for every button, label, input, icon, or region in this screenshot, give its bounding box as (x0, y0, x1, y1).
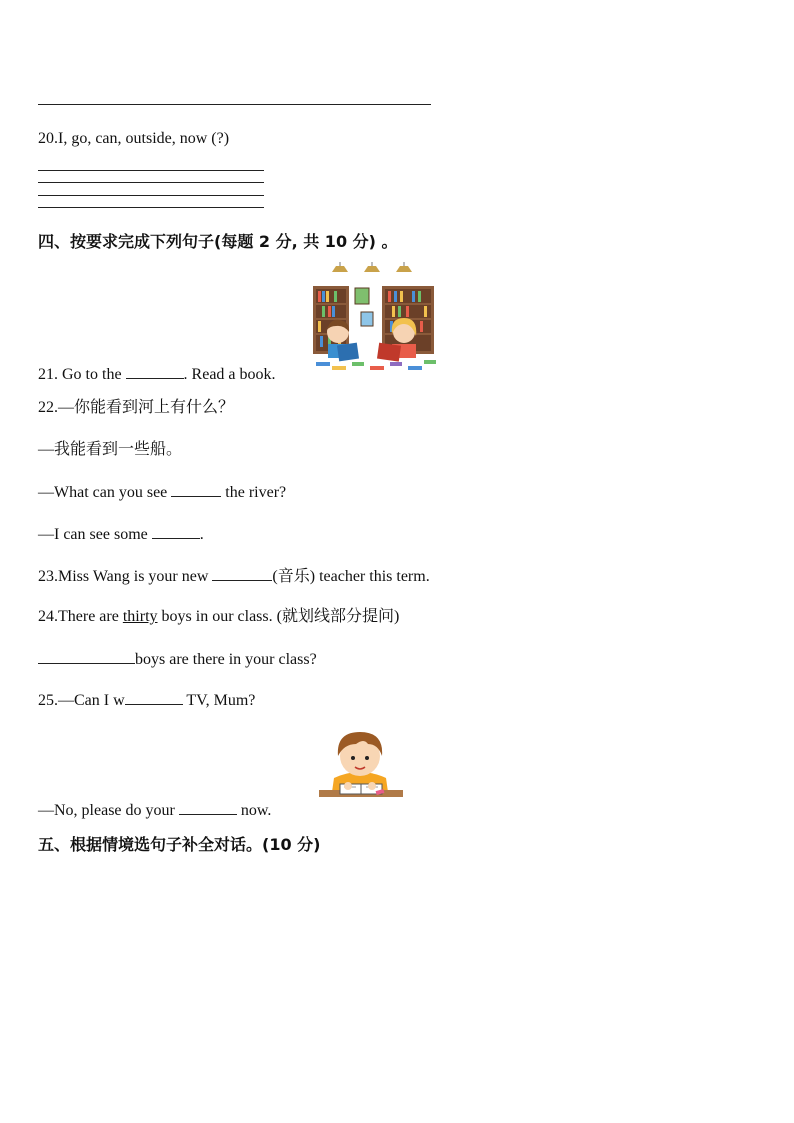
question-23 (38, 566, 430, 587)
question-22-line-4-after: . (199, 526, 204, 543)
answer-blank-q24[interactable] (38, 649, 135, 664)
question-23-text-after: (音乐) teacher this term. (272, 568, 430, 585)
boy-doing-homework-icon (316, 726, 406, 816)
question-21-text-after: . Read a book. (183, 366, 276, 383)
section-5-heading (38, 835, 320, 855)
question-22-chinese-answer: —我能看到一些船。 (38, 441, 183, 458)
question-22-line-4-before: —I can see some (38, 526, 152, 543)
question-22-line-3-after: the river? (221, 484, 287, 501)
answer-blank-q25-1[interactable] (125, 690, 183, 705)
question-22-line-2 (38, 440, 182, 460)
question-25-line-1-after: TV, Mum? (182, 692, 256, 709)
question-24-text-after: boys in our class. (就划线部分提问) (157, 608, 400, 625)
question-22-line-1 (38, 398, 234, 418)
question-24-text-before: 24.There are (38, 608, 123, 625)
question-24-line-2 (38, 649, 317, 670)
answer-line-q20-2 (38, 182, 264, 183)
answer-blank-q22-2[interactable] (152, 524, 200, 539)
question-20 (38, 129, 229, 149)
answer-line-q20-1 (38, 170, 264, 171)
library-reading-children-icon (308, 262, 440, 380)
answer-blank-q25-2[interactable] (179, 800, 237, 815)
question-25-line-2 (38, 800, 271, 821)
answer-blank-q22-1[interactable] (171, 482, 221, 497)
question-25-line-2-after: now. (236, 802, 272, 819)
section-4-heading-text: 四、按要求完成下列句子(每题 2 分, 共 10 分) 。 (38, 232, 398, 251)
question-20-text: 20.I, go, can, outside, now (?) (38, 130, 230, 147)
section-4-heading (38, 232, 398, 252)
question-23-text-before: 23.Miss Wang is your new (38, 568, 213, 585)
answer-line-q20-3 (38, 195, 264, 196)
answer-line-q19 (38, 104, 431, 105)
question-21-text-before: 21. Go to the (38, 366, 126, 383)
question-24 (38, 607, 399, 627)
question-24-line-2-text: boys are there in your class? (135, 651, 317, 668)
question-22-line-4 (38, 524, 204, 545)
section-5-heading-text: 五、根据情境选句子补全对话。(10 分) (38, 835, 321, 854)
answer-blank-q21[interactable] (126, 364, 184, 379)
question-22-line-3-before: —What can you see (38, 484, 172, 501)
answer-line-q20-4 (38, 207, 264, 208)
question-25-line-1 (38, 690, 255, 711)
question-25-line-2-before: —No, please do your (38, 802, 179, 819)
question-22-chinese-question: 22.—你能看到河上有什么？ (38, 399, 235, 416)
answer-blank-q23[interactable] (212, 566, 272, 581)
question-22-line-3 (38, 482, 286, 503)
question-24-underlined-word: thirty (122, 608, 158, 625)
question-25-line-1-before: 25.—Can I w (38, 692, 125, 709)
question-21 (38, 364, 276, 385)
